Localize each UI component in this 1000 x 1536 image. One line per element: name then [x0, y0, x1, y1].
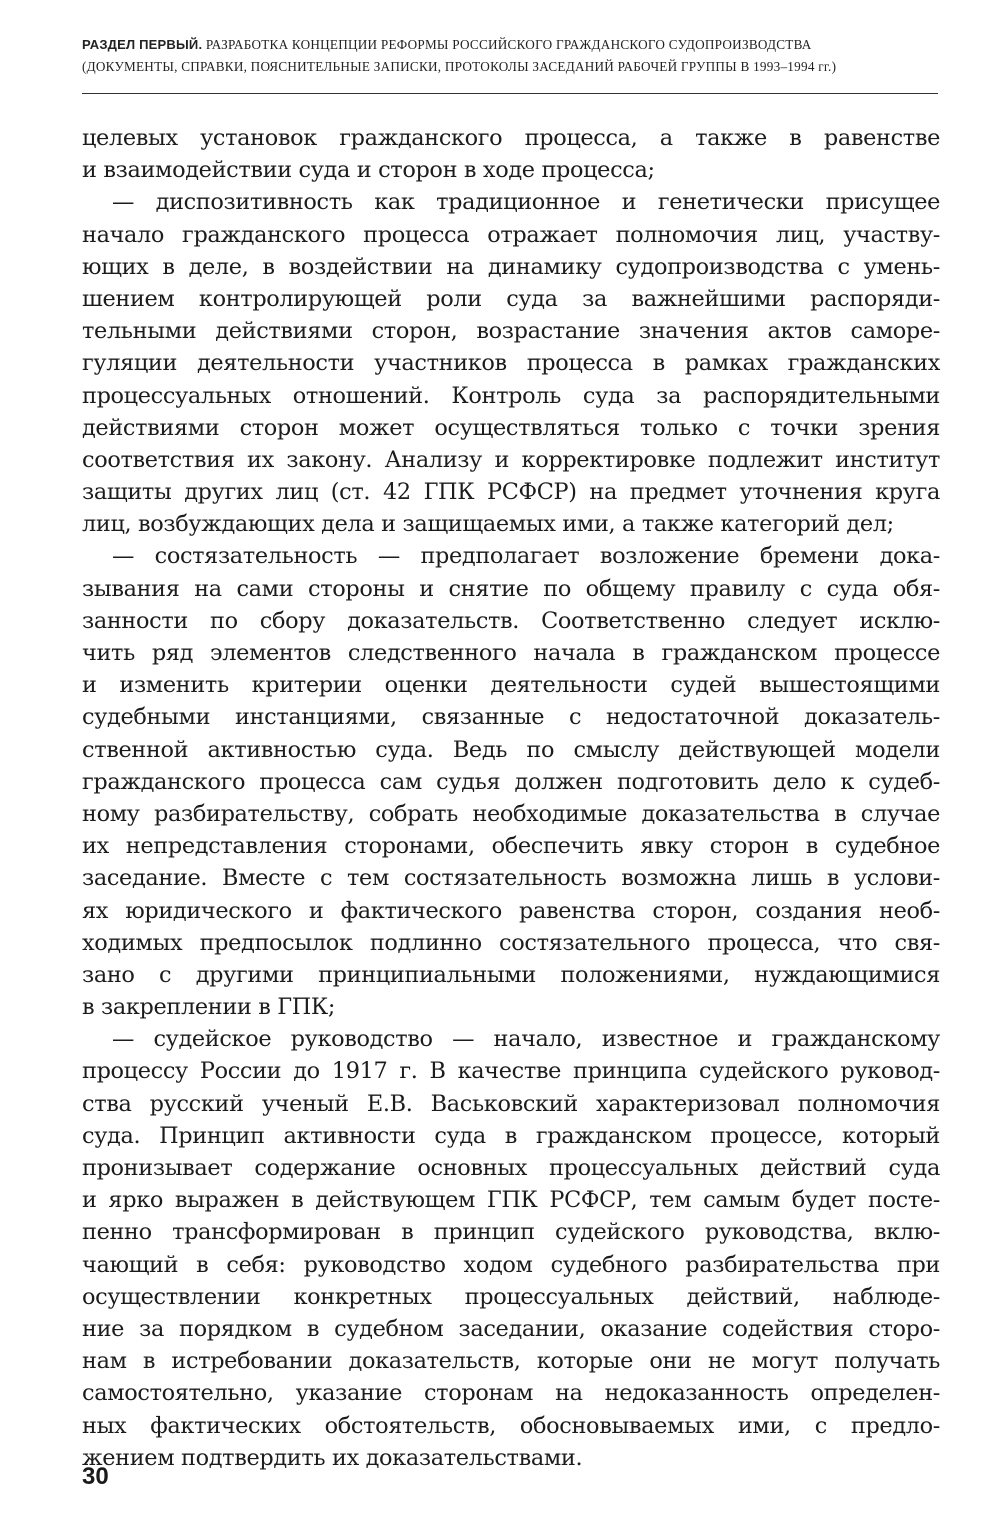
running-head: [82, 34, 938, 78]
text-line: и изменить критерии оценки деятельности судей вышестоящими: [82, 672, 940, 699]
text-line: — судейское руководство — начало, известное и гражданскому: [112, 1026, 940, 1053]
text-line: начало гражданского процесса отражает полномочия лиц, участву-: [82, 221, 940, 248]
text-line: ющих в деле, в воздействии на динамику судопроизводства с умень-: [82, 253, 940, 280]
text-line: пенно трансформирован в принцип судейского руководства, вклю-: [82, 1219, 940, 1246]
text-line: зано с другими принципиальными положениями, нуждающимися: [82, 961, 940, 988]
text-line: процессуальных отношений. Контроль суда за распорядительными: [82, 382, 940, 409]
text-line: ние за порядком в судебном заседании, оказание содействия сторо-: [82, 1315, 940, 1342]
text-line: соответствия их закону. Анализу и корректировке подлежит институт: [82, 446, 940, 473]
text-line: процессу России до 1917 г. В качестве принципа судейского руковод-: [82, 1058, 940, 1085]
text-line: ному разбирательству, собрать необходимые доказательства в случае: [82, 800, 940, 827]
text-line: самостоятельно, указание сторонам на недоказанность определен-: [82, 1380, 940, 1407]
text-line: ходимых предпосылок подлинно состязательного процесса, что свя-: [82, 929, 940, 956]
text-line: чающий в себя: руководство ходом судебного разбирательства при: [82, 1251, 940, 1278]
text-line: гуляции деятельности участников процесса в рамках гражданских: [82, 350, 940, 377]
text-line: тельными действиями сторон, возрастание значения актов саморе-: [82, 318, 940, 345]
text-line: защиты других лиц (ст. 42 ГПК РСФСР) на предмет уточнения круга: [82, 479, 940, 506]
section-label: РАЗДЕЛ ПЕРВЫЙ.: [82, 37, 203, 52]
text-line: судебными инстанциями, связанные с недостаточной доказатель-: [82, 704, 940, 731]
section-title: РАЗРАБОТКА КОНЦЕПЦИИ РЕФОРМЫ РОССИЙСКОГО ГРАЖДАНСКОГО СУДОПРОИЗВОДСТВА: [205, 37, 812, 52]
header-rule: [82, 93, 938, 94]
text-line: нам в истребовании доказательств, которые они не могут получать: [82, 1348, 940, 1375]
text-line: заседание. Вместе с тем состязательность возможна лишь в услови-: [82, 865, 940, 892]
text-line: ных фактических обстоятельств, обосновываемых ими, с предло-: [82, 1412, 940, 1439]
text-line: зывания на сами стороны и снятие по общему правилу с суда обя-: [82, 575, 940, 602]
text-line: лиц, возбуждающих дела и защищаемых ими, а также категорий дел;: [82, 511, 894, 538]
text-line: их непредставления сторонами, обеспечить явку сторон в судебное: [82, 833, 940, 860]
text-line: ственной активностью суда. Ведь по смыслу действующей модели: [82, 736, 940, 763]
text-line: действиями сторон может осуществляться только с точки зрения: [82, 414, 940, 441]
text-line: чить ряд элементов следственного начала в гражданском процессе: [82, 640, 940, 666]
text-line: и ярко выражен в действующем ГПК РСФСР, тем самым будет посте-: [82, 1187, 940, 1214]
text-line: осуществлении конкретных процессуальных действий, наблюде-: [82, 1283, 940, 1310]
text-line: целевых установок гражданского процесса, а также в равенстве: [82, 125, 940, 151]
text-line: жением подтвердить их доказательствами.: [82, 1444, 583, 1471]
text-line: — диспозитивность как традиционное и генетически присущее: [112, 189, 940, 216]
text-line: ях юридического и фактического равенства сторон, создания необ-: [82, 897, 940, 924]
text-line: занности по сбору доказательств. Соответственно следует исклю-: [82, 607, 940, 634]
text-line: ства русский ученый Е.В. Васьковский характеризовал полномочия: [82, 1090, 940, 1117]
text-line: и взаимодействии суда и сторон в ходе процесса;: [82, 157, 655, 184]
text-line: — состязательность — предполагает возложение бремени дока-: [112, 543, 940, 570]
body-text: [82, 122, 940, 1474]
text-line: пронизывает содержание основных процессуальных действий суда: [82, 1155, 940, 1181]
running-head-line-1: [82, 34, 938, 56]
text-line: шением контролирующей роли суда за важнейшими распоряди-: [82, 285, 940, 312]
text-line: суда. Принцип активности суда в гражданском процессе, который: [82, 1122, 940, 1149]
running-head-line-2: (ДОКУМЕНТЫ, СПРАВКИ, ПОЯСНИТЕЛЬНЫЕ ЗАПИСКИ, ПРОТОКОЛЫ ЗАСЕДАНИЙ РАБОЧЕЙ ГРУППЫ В 1993–1994 гг.): [82, 59, 837, 74]
text-line: в закреплении в ГПК;: [82, 994, 336, 1021]
page-number: 30: [82, 1463, 109, 1490]
text-line: гражданского процесса сам судья должен подготовить дело к судеб-: [82, 768, 940, 795]
